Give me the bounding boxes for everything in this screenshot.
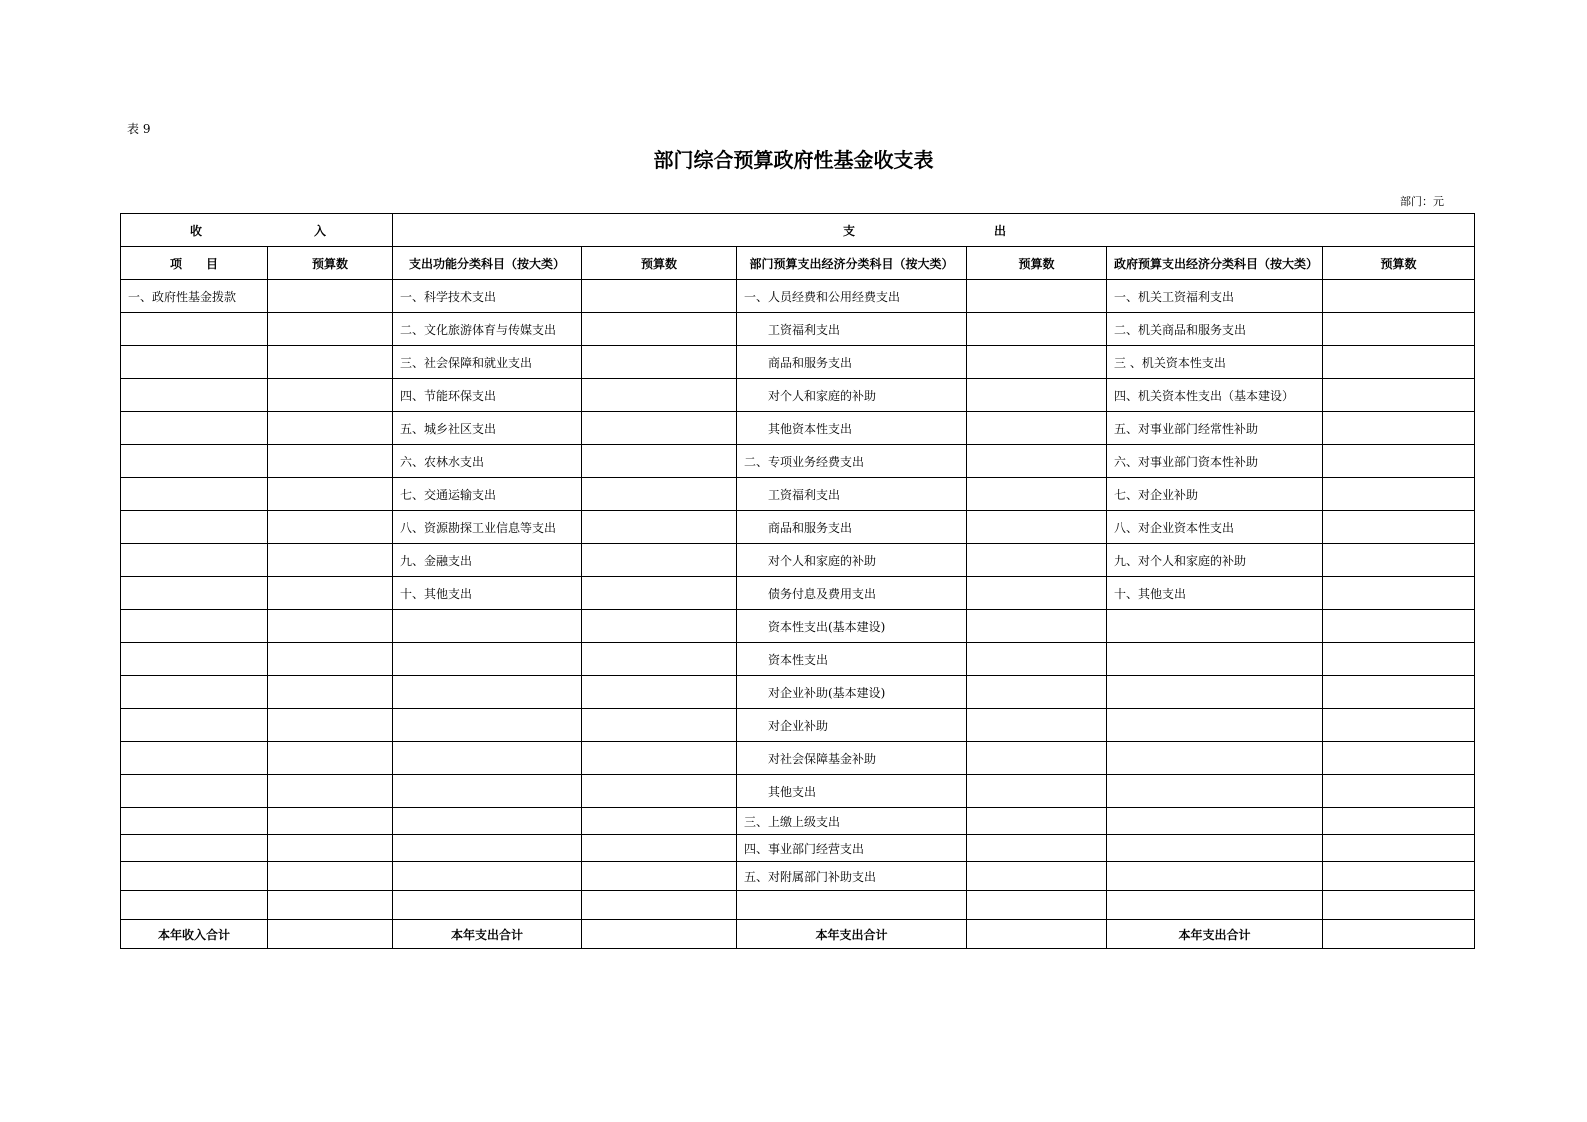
- income-item-cell: [121, 313, 268, 346]
- dept-budget-cell: [967, 862, 1107, 891]
- dept-budget-cell: [967, 379, 1107, 412]
- gov-item-cell: [1107, 676, 1323, 709]
- dept-item-cell: 其他支出: [737, 775, 967, 808]
- dept-budget-cell: [967, 891, 1107, 920]
- gov-item-cell: [1107, 742, 1323, 775]
- func-item-cell: 九、金融支出: [393, 544, 582, 577]
- dept-item-cell: 二、专项业务经费支出: [737, 445, 967, 478]
- gov-budget-cell: [1323, 862, 1475, 891]
- func-item-cell: [393, 709, 582, 742]
- func-item-cell: 七、交通运输支出: [393, 478, 582, 511]
- dept-budget-cell: [967, 280, 1107, 313]
- income-item-cell: [121, 775, 268, 808]
- func-budget-cell: [582, 445, 737, 478]
- totals-row: [121, 920, 1475, 949]
- gov-item-cell: [1107, 891, 1323, 920]
- income-budget-cell: [268, 835, 393, 862]
- func-budget-cell: [582, 280, 737, 313]
- gov-budget-cell: [1323, 835, 1475, 862]
- income-budget-cell: [268, 511, 393, 544]
- gov-item-cell: 七、对企业补助: [1107, 478, 1323, 511]
- income-item-cell: [121, 478, 268, 511]
- dept-budget-cell: [967, 412, 1107, 445]
- header-budget-income: 预算数: [268, 247, 393, 280]
- func-item-cell: [393, 775, 582, 808]
- dept-item-cell: 对社会保障基金补助: [737, 742, 967, 775]
- gov-budget-cell: [1323, 643, 1475, 676]
- table-row: [121, 379, 1475, 412]
- func-item-cell: 十、其他支出: [393, 577, 582, 610]
- dept-item-cell: 商品和服务支出: [737, 346, 967, 379]
- income-item-cell: [121, 862, 268, 891]
- dept-item-cell: 工资福利支出: [737, 478, 967, 511]
- gov-item-cell: [1107, 835, 1323, 862]
- dept-item-cell: 商品和服务支出: [737, 511, 967, 544]
- gov-budget-cell: [1323, 742, 1475, 775]
- table-row: [121, 775, 1475, 808]
- income-total-label: 本年收入合计: [121, 920, 268, 949]
- dept-item-cell: 一、人员经费和公用经费支出: [737, 280, 967, 313]
- func-item-cell: 五、城乡社区支出: [393, 412, 582, 445]
- dept-budget-cell: [967, 742, 1107, 775]
- table-row: [121, 709, 1475, 742]
- dept-total-label: 本年支出合计: [737, 920, 967, 949]
- dept-budget-cell: [967, 610, 1107, 643]
- expense-band-b: 出: [994, 224, 1007, 238]
- income-item-cell: [121, 643, 268, 676]
- dept-budget-cell: [967, 835, 1107, 862]
- table-row: [121, 544, 1475, 577]
- dept-item-cell: 对个人和家庭的补助: [737, 544, 967, 577]
- func-budget-cell: [582, 610, 737, 643]
- income-item-cell: [121, 511, 268, 544]
- func-budget-cell: [582, 709, 737, 742]
- gov-budget-cell: [1323, 709, 1475, 742]
- gov-budget-cell: [1323, 610, 1475, 643]
- income-budget-cell: [268, 280, 393, 313]
- func-budget-cell: [582, 478, 737, 511]
- income-band: [121, 214, 393, 247]
- income-budget-cell: [268, 577, 393, 610]
- func-budget-cell: [582, 412, 737, 445]
- func-item-cell: [393, 835, 582, 862]
- dept-item-cell: 三、上缴上级支出: [737, 808, 967, 835]
- income-budget-cell: [268, 643, 393, 676]
- gov-budget-cell: [1323, 313, 1475, 346]
- income-band-a: 收: [190, 224, 203, 238]
- gov-item-cell: [1107, 775, 1323, 808]
- income-item-cell: [121, 577, 268, 610]
- income-item-cell: [121, 742, 268, 775]
- func-item-cell: 一、科学技术支出: [393, 280, 582, 313]
- income-budget-cell: [268, 862, 393, 891]
- income-item-cell: [121, 676, 268, 709]
- dept-budget-cell: [967, 346, 1107, 379]
- income-total-value: [268, 920, 393, 949]
- dept-total-value: [967, 920, 1107, 949]
- income-budget-cell: [268, 379, 393, 412]
- func-budget-cell: [582, 775, 737, 808]
- dept-budget-cell: [967, 544, 1107, 577]
- dept-budget-cell: [967, 445, 1107, 478]
- table-number: 表 9: [127, 122, 151, 136]
- dept-item-cell: 资本性支出: [737, 643, 967, 676]
- dept-budget-cell: [967, 676, 1107, 709]
- gov-budget-cell: [1323, 511, 1475, 544]
- gov-item-cell: 八、对企业资本性支出: [1107, 511, 1323, 544]
- func-item-cell: [393, 891, 582, 920]
- income-budget-cell: [268, 346, 393, 379]
- dept-item-cell: 工资福利支出: [737, 313, 967, 346]
- gov-budget-cell: [1323, 412, 1475, 445]
- gov-item-cell: 五、对事业部门经常性补助: [1107, 412, 1323, 445]
- gov-item-cell: [1107, 709, 1323, 742]
- income-item-cell: [121, 412, 268, 445]
- table-row: [121, 643, 1475, 676]
- gov-budget-cell: [1323, 280, 1475, 313]
- income-budget-cell: [268, 412, 393, 445]
- income-budget-cell: [268, 313, 393, 346]
- table-row: [121, 313, 1475, 346]
- table-row: [121, 610, 1475, 643]
- func-total-label: 本年支出合计: [393, 920, 582, 949]
- unit-label: 部门：元: [1400, 195, 1444, 208]
- gov-budget-cell: [1323, 544, 1475, 577]
- table-row: [121, 478, 1475, 511]
- gov-item-cell: 四、机关资本性支出（基本建设）: [1107, 379, 1323, 412]
- func-budget-cell: [582, 379, 737, 412]
- table-row: [121, 346, 1475, 379]
- income-item-cell: [121, 709, 268, 742]
- header-budget-dept: 预算数: [967, 247, 1107, 280]
- income-item-cell: [121, 835, 268, 862]
- dept-budget-cell: [967, 775, 1107, 808]
- expense-band-a: 支: [843, 224, 856, 238]
- dept-item-cell: 资本性支出(基本建设): [737, 610, 967, 643]
- gov-total-value: [1323, 920, 1475, 949]
- func-budget-cell: [582, 577, 737, 610]
- gov-budget-cell: [1323, 676, 1475, 709]
- income-item-cell: [121, 445, 268, 478]
- income-band-b: 入: [314, 224, 327, 238]
- gov-budget-cell: [1323, 445, 1475, 478]
- func-item-cell: [393, 742, 582, 775]
- income-budget-cell: [268, 610, 393, 643]
- dept-item-cell: 四、事业部门经营支出: [737, 835, 967, 862]
- income-item-cell: [121, 891, 268, 920]
- table-row: [121, 676, 1475, 709]
- dept-item-cell: 对企业补助: [737, 709, 967, 742]
- income-budget-cell: [268, 709, 393, 742]
- income-item-cell: [121, 544, 268, 577]
- dept-item-cell: 对企业补助(基本建设): [737, 676, 967, 709]
- gov-item-cell: [1107, 862, 1323, 891]
- table-row: [121, 862, 1475, 891]
- gov-item-cell: [1107, 808, 1323, 835]
- func-budget-cell: [582, 346, 737, 379]
- func-budget-cell: [582, 742, 737, 775]
- income-item-cell: [121, 346, 268, 379]
- dept-budget-cell: [967, 511, 1107, 544]
- gov-budget-cell: [1323, 891, 1475, 920]
- band-row: [121, 214, 1475, 247]
- income-budget-cell: [268, 478, 393, 511]
- table-row: [121, 412, 1475, 445]
- gov-item-cell: 九、对个人和家庭的补助: [1107, 544, 1323, 577]
- gov-item-cell: [1107, 643, 1323, 676]
- header-dept-econ: 部门预算支出经济分类科目（按大类）: [737, 247, 967, 280]
- dept-item-cell: [737, 891, 967, 920]
- gov-item-cell: 十、其他支出: [1107, 577, 1323, 610]
- gov-budget-cell: [1323, 379, 1475, 412]
- page-title: 部门综合预算政府性基金收支表: [653, 148, 934, 172]
- func-item-cell: 八、资源勘探工业信息等支出: [393, 511, 582, 544]
- income-budget-cell: [268, 891, 393, 920]
- table-row: [121, 280, 1475, 313]
- gov-budget-cell: [1323, 577, 1475, 610]
- func-budget-cell: [582, 643, 737, 676]
- gov-budget-cell: [1323, 346, 1475, 379]
- func-item-cell: 三、社会保障和就业支出: [393, 346, 582, 379]
- table-row: [121, 742, 1475, 775]
- dept-budget-cell: [967, 709, 1107, 742]
- func-budget-cell: [582, 835, 737, 862]
- func-budget-cell: [582, 862, 737, 891]
- dept-item-cell: 五、对附属部门补助支出: [737, 862, 967, 891]
- func-item-cell: 二、文化旅游体育与传媒支出: [393, 313, 582, 346]
- func-total-value: [582, 920, 737, 949]
- income-budget-cell: [268, 445, 393, 478]
- gov-item-cell: 三 、机关资本性支出: [1107, 346, 1323, 379]
- dept-budget-cell: [967, 808, 1107, 835]
- income-item-cell: [121, 808, 268, 835]
- table-row: [121, 808, 1475, 835]
- func-budget-cell: [582, 891, 737, 920]
- func-item-cell: [393, 676, 582, 709]
- income-budget-cell: [268, 544, 393, 577]
- header-func: 支出功能分类科目（按大类）: [393, 247, 582, 280]
- dept-budget-cell: [967, 643, 1107, 676]
- table-row: [121, 445, 1475, 478]
- gov-item-cell: [1107, 610, 1323, 643]
- income-item-cell: [121, 379, 268, 412]
- func-budget-cell: [582, 313, 737, 346]
- func-item-cell: 六、农林水支出: [393, 445, 582, 478]
- header-item: 项 目: [121, 247, 268, 280]
- func-budget-cell: [582, 808, 737, 835]
- table-row: [121, 891, 1475, 920]
- budget-table: [120, 213, 1475, 949]
- gov-budget-cell: [1323, 478, 1475, 511]
- dept-budget-cell: [967, 313, 1107, 346]
- func-item-cell: [393, 862, 582, 891]
- table-row: [121, 511, 1475, 544]
- income-budget-cell: [268, 676, 393, 709]
- gov-total-label: 本年支出合计: [1107, 920, 1323, 949]
- gov-item-cell: 六、对事业部门资本性补助: [1107, 445, 1323, 478]
- gov-budget-cell: [1323, 808, 1475, 835]
- income-budget-cell: [268, 808, 393, 835]
- header-budget-func: 预算数: [582, 247, 737, 280]
- func-budget-cell: [582, 511, 737, 544]
- gov-item-cell: 二、机关商品和服务支出: [1107, 313, 1323, 346]
- header-gov-econ: 政府预算支出经济分类科目（按大类）: [1107, 247, 1323, 280]
- func-budget-cell: [582, 676, 737, 709]
- func-item-cell: [393, 808, 582, 835]
- income-budget-cell: [268, 775, 393, 808]
- dept-item-cell: 债务付息及费用支出: [737, 577, 967, 610]
- func-item-cell: 四、节能环保支出: [393, 379, 582, 412]
- dept-budget-cell: [967, 577, 1107, 610]
- income-item-cell: [121, 610, 268, 643]
- func-item-cell: [393, 610, 582, 643]
- gov-item-cell: 一、机关工资福利支出: [1107, 280, 1323, 313]
- expense-band: [393, 214, 1475, 247]
- table-row: [121, 835, 1475, 862]
- dept-item-cell: 对个人和家庭的补助: [737, 379, 967, 412]
- func-item-cell: [393, 643, 582, 676]
- header-budget-gov: 预算数: [1323, 247, 1475, 280]
- income-budget-cell: [268, 742, 393, 775]
- income-item-cell: 一、政府性基金拨款: [121, 280, 268, 313]
- gov-budget-cell: [1323, 775, 1475, 808]
- dept-budget-cell: [967, 478, 1107, 511]
- header-row: [121, 247, 1475, 280]
- dept-item-cell: 其他资本性支出: [737, 412, 967, 445]
- func-budget-cell: [582, 544, 737, 577]
- table-row: [121, 577, 1475, 610]
